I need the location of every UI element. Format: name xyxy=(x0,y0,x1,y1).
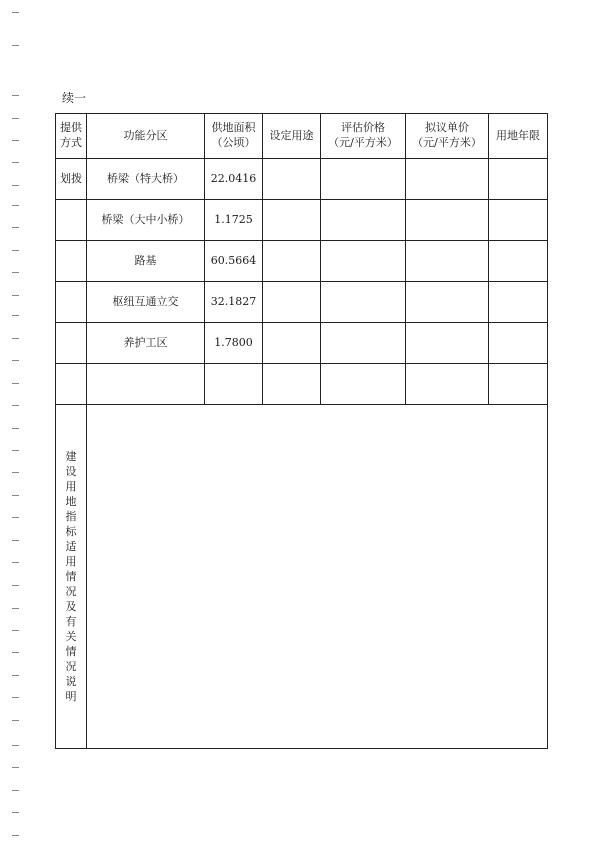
land-use-term-cell[interactable] xyxy=(489,323,548,364)
land-use-term-cell[interactable] xyxy=(489,364,548,405)
assessed-price-cell[interactable] xyxy=(321,323,406,364)
land-use-term-cell[interactable] xyxy=(489,159,548,200)
land-supply-table xyxy=(55,113,548,749)
function-zone-cell: 桥梁（特大桥） xyxy=(87,159,205,200)
supply-method-cell xyxy=(56,200,87,241)
col-header-land-use-term: 用地年限 xyxy=(489,114,548,159)
land-use-term-cell[interactable] xyxy=(489,282,548,323)
function-zone-cell: 路基 xyxy=(87,241,205,282)
header-row xyxy=(56,114,548,159)
supply-area-cell: 60.5664 xyxy=(205,241,263,282)
binding-margin-marks xyxy=(12,0,22,848)
notes-content-cell[interactable] xyxy=(87,405,548,749)
land-use-term-cell[interactable] xyxy=(489,200,548,241)
assessed-price-cell[interactable] xyxy=(321,364,406,405)
land-use-term-cell[interactable] xyxy=(489,241,548,282)
proposed-unit-price-cell[interactable] xyxy=(406,323,489,364)
table-row xyxy=(56,159,548,200)
col-header-planned-use: 设定用途 xyxy=(263,114,321,159)
function-zone-cell: 养护工区 xyxy=(87,323,205,364)
planned-use-cell[interactable] xyxy=(263,323,321,364)
assessed-price-cell[interactable] xyxy=(321,241,406,282)
table-row xyxy=(56,323,548,364)
supply-area-cell: 1.1725 xyxy=(205,200,263,241)
supply-method-cell xyxy=(56,364,87,405)
assessed-price-cell[interactable] xyxy=(321,159,406,200)
supply-area-cell xyxy=(205,364,263,405)
notes-row xyxy=(56,405,548,749)
col-header-supply-area: 供地面积 （公顷） xyxy=(205,114,263,159)
supply-method-cell xyxy=(56,241,87,282)
table-row xyxy=(56,282,548,323)
assessed-price-cell[interactable] xyxy=(321,282,406,323)
continuation-label: 续一 xyxy=(62,91,87,105)
planned-use-cell[interactable] xyxy=(263,364,321,405)
supply-method-cell xyxy=(56,323,87,364)
table-row xyxy=(56,241,548,282)
supply-area-cell: 22.0416 xyxy=(205,159,263,200)
proposed-unit-price-cell[interactable] xyxy=(406,159,489,200)
proposed-unit-price-cell[interactable] xyxy=(406,241,489,282)
col-header-function-zone: 功能分区 xyxy=(87,114,205,159)
proposed-unit-price-cell[interactable] xyxy=(406,200,489,241)
col-header-supply-method: 提供 方式 xyxy=(56,114,87,159)
planned-use-cell[interactable] xyxy=(263,200,321,241)
supply-method-cell: 划拨 xyxy=(56,159,87,200)
proposed-unit-price-cell[interactable] xyxy=(406,364,489,405)
function-zone-cell xyxy=(87,364,205,405)
assessed-price-cell[interactable] xyxy=(321,200,406,241)
supply-area-cell: 1.7800 xyxy=(205,323,263,364)
planned-use-cell[interactable] xyxy=(263,159,321,200)
notes-label-cell xyxy=(56,405,87,749)
col-header-assessed-price: 评估价格 （元/平方米） xyxy=(321,114,406,159)
planned-use-cell[interactable] xyxy=(263,282,321,323)
supply-area-cell: 32.1827 xyxy=(205,282,263,323)
notes-label: 建设用地指标适用情况及有关情况说明 xyxy=(65,449,77,703)
planned-use-cell[interactable] xyxy=(263,241,321,282)
function-zone-cell: 桥梁（大中小桥） xyxy=(87,200,205,241)
table-row xyxy=(56,364,548,405)
proposed-unit-price-cell[interactable] xyxy=(406,282,489,323)
table-row xyxy=(56,200,548,241)
supply-method-cell xyxy=(56,282,87,323)
col-header-proposed-unit-price: 拟议单价 （元/平方米） xyxy=(406,114,489,159)
function-zone-cell: 枢纽互通立交 xyxy=(87,282,205,323)
